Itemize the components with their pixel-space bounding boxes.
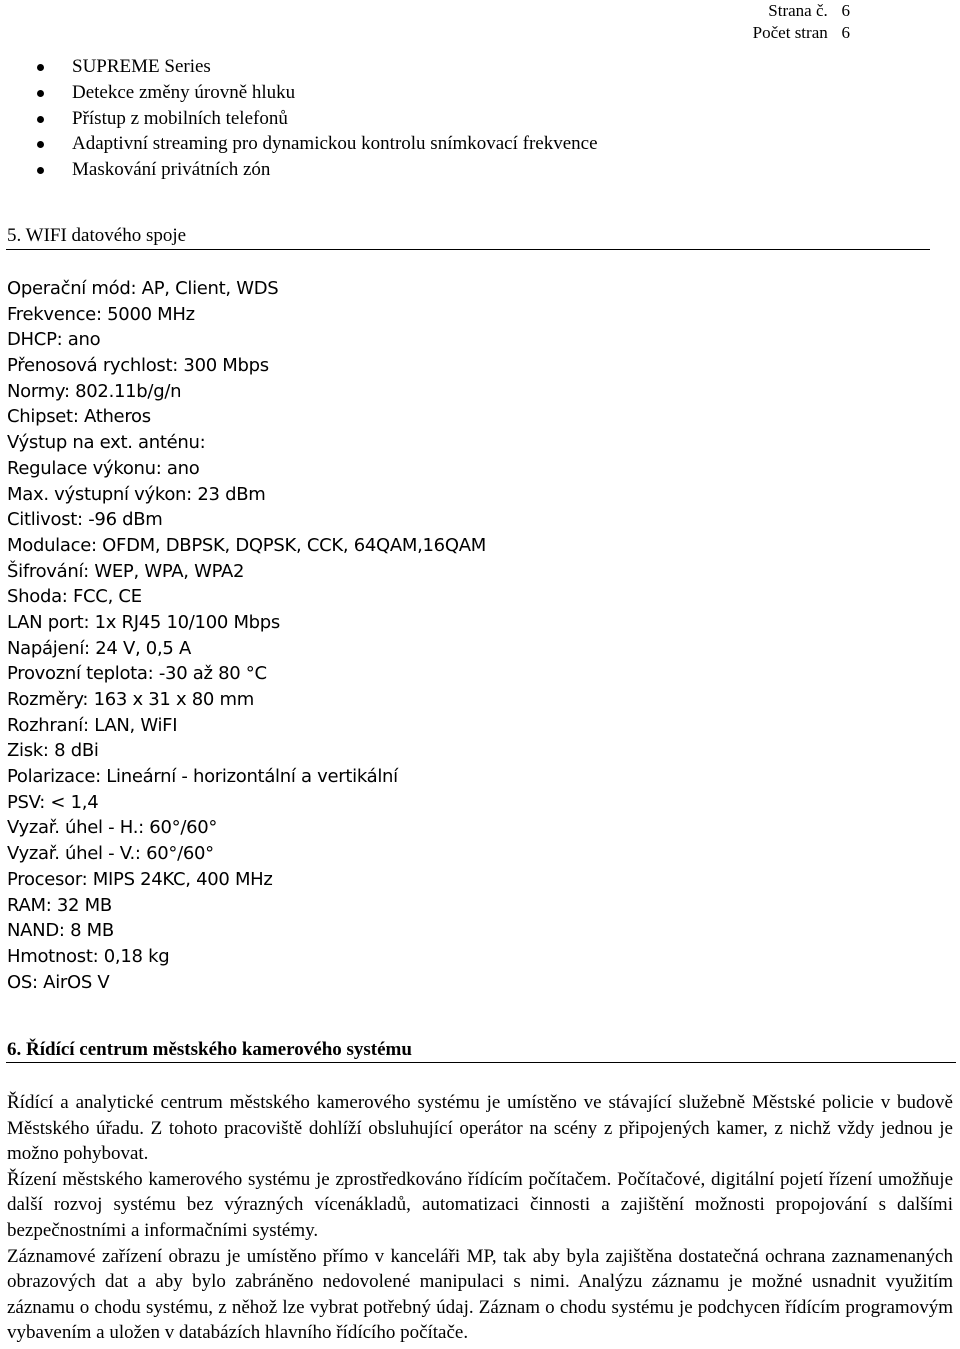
- page-count-value: 6: [841, 23, 850, 42]
- spec-line: RAM: 32 MB: [7, 894, 112, 916]
- section-5-heading: 5. WIFI datového spoje: [7, 225, 187, 246]
- feature-text: Přístup z mobilních telefonů: [72, 107, 288, 129]
- spec-line: Frekvence: 5000 MHz: [7, 303, 195, 325]
- paragraph: Řídící a analytické centrum městského kamerového systému je umístěno ve stávající služebně Městské policie v budově Městského úřadu. Z tohoto pracoviště dohlíží obsluhující operátor na scény z připojených kamer, z nichž vždy jednou je možno pohybovat.: [7, 1092, 953, 1165]
- feature-text: Adaptivní streaming pro dynamickou kontrolu snímkovací frekvence: [72, 133, 598, 155]
- section-6-heading: 6. Řídící centrum městského kamerového systému: [7, 1039, 412, 1060]
- page-number-line: [753, 0, 850, 22]
- bullet-icon: [37, 167, 44, 174]
- bullet-icon: [37, 141, 44, 148]
- feature-text: Detekce změny úrovně hluku: [72, 81, 296, 103]
- spec-line: Normy: 802.11b/g/n: [7, 380, 182, 402]
- spec-line: LAN port: 1x RJ45 10/100 Mbps: [7, 611, 280, 633]
- page-count-label: Počet stran: [752, 23, 828, 42]
- spec-line: Polarizace: Lineární - horizontální a vertikální: [7, 766, 398, 788]
- spec-line: Vyzař. úhel - V.: 60°/60°: [7, 843, 214, 865]
- bullet-icon: [37, 116, 44, 123]
- spec-line: Regulace výkonu: ano: [7, 457, 200, 479]
- spec-line: Operační mód: AP, Client, WDS: [7, 278, 279, 299]
- feature-list: [0, 54, 598, 183]
- page-count-line: [753, 22, 850, 44]
- bullet-icon: [37, 64, 44, 71]
- spec-line: Modulace: OFDM, DBPSK, DQPSK, CCK, 64QAM,16QAM: [7, 534, 486, 556]
- spec-line: Rozhraní: LAN, WiFI: [7, 714, 178, 736]
- spec-line: Provozní teplota: -30 až 80 °C: [7, 663, 267, 685]
- bullet-icon: [37, 90, 44, 97]
- spec-line: OS: AirOS V: [7, 971, 110, 993]
- spec-line: Chipset: Atheros: [7, 406, 151, 428]
- section-6-body: [7, 1090, 953, 1346]
- list-item: [0, 106, 598, 132]
- list-item: [0, 54, 598, 80]
- section-6-divider: [6, 1062, 956, 1063]
- list-item: [0, 131, 598, 157]
- spec-line: Vyzař. úhel - H.: 60°/60°: [7, 817, 218, 839]
- spec-line: Citlivost: -96 dBm: [7, 509, 163, 531]
- spec-line: Max. výstupní výkon: 23 dBm: [7, 483, 266, 505]
- spec-line: Procesor: MIPS 24KC, 400 MHz: [7, 868, 273, 890]
- spec-line: Zisk: 8 dBi: [7, 740, 99, 762]
- paragraph: Řízení městského kamerového systému je zprostředkováno řídícím počítačem. Počítačové, digitální pojetí řízení umožňuje další rozvoj systému bez výrazných vícenákladů, automatizaci činnosti a zajištění možnosti propojování s dalšími bezpečnostními a informačními systémy.: [7, 1168, 953, 1241]
- spec-line: Napájení: 24 V, 0,5 A: [7, 637, 191, 659]
- spec-line: PSV: < 1,4: [7, 791, 99, 813]
- spec-line: Shoda: FCC, CE: [7, 586, 142, 608]
- spec-line: Rozměry: 163 x 31 x 80 mm: [7, 689, 254, 710]
- spec-line: Výstup na ext. anténu:: [7, 432, 206, 454]
- page-number-label: Strana č.: [768, 1, 828, 20]
- paragraph: Záznamové zařízení obrazu je umístěno přímo v kanceláři MP, tak aby byla zajištěna dostatečná ochrana zaznamenaných obrazových dat a aby bylo zabráněno nedovolené manipulaci s nimi. Analýzu záznamu je možné usnadnit využitím záznamu o chodu systému, z něhož lze vybrat potřebný údaj. Záznam o chodu systému je podchycen řídícím programovým vybavením a uložen v databázích hlavního řídícího počítače.: [7, 1245, 953, 1344]
- spec-line: DHCP: ano: [7, 329, 101, 351]
- list-item: [0, 80, 598, 106]
- wifi-spec-list: [7, 276, 486, 995]
- spec-line: Přenosová rychlost: 300 Mbps: [7, 355, 269, 377]
- list-item: [0, 157, 598, 183]
- spec-line: Hmotnost: 0,18 kg: [7, 945, 170, 967]
- feature-text: Maskování privátních zón: [72, 159, 271, 181]
- page-header: [753, 0, 850, 44]
- spec-line: Šifrování: WEP, WPA, WPA2: [7, 560, 245, 582]
- section-5-divider: [6, 249, 930, 250]
- page-number-value: 6: [841, 1, 850, 20]
- feature-text: SUPREME Series: [72, 56, 211, 77]
- spec-line: NAND: 8 MB: [7, 920, 114, 942]
